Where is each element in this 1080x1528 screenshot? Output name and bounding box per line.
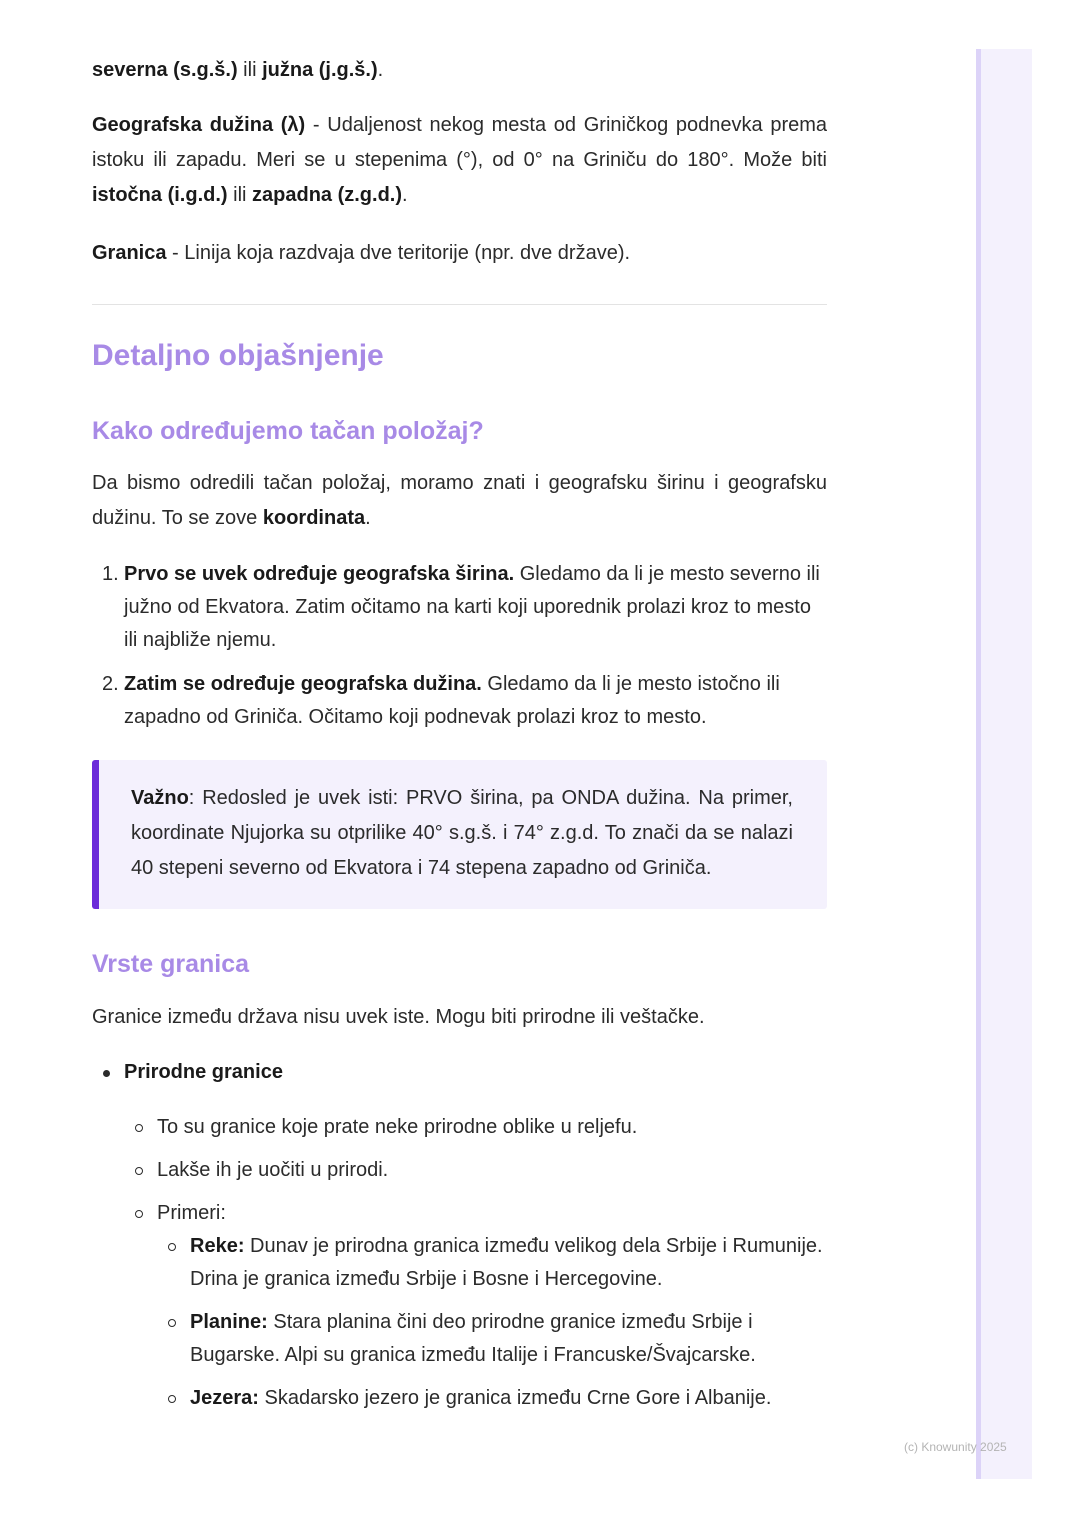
bold-text: Geografska dužina (λ) xyxy=(92,114,306,136)
circle-bullet-icon xyxy=(168,1395,176,1403)
text-run: Gledamo da li je mesto istočno ili zapadno od Griniča. Očitamo koji podnevak prolazi kroz to mesto. xyxy=(124,673,780,728)
list-item xyxy=(92,1056,827,1415)
text-run: : Redosled je uvek isti: PRVO širina, pa ONDA dužina. Na primer, koordinate Njujorka su otprilike 40° s.g.š. i 74° z.g.d. To znači da se nalazi 40 stepeni severno od Ekvatora i 74 stepena zapadno od Griniča. xyxy=(131,787,793,879)
step-text xyxy=(124,563,820,651)
text-run: Skadarsko jezero je granica između Crne Gore i Albanije. xyxy=(258,1387,772,1409)
text-run: . xyxy=(402,184,408,206)
examples-list xyxy=(157,1230,827,1415)
list-item xyxy=(92,668,827,734)
right-sidebar-strip xyxy=(976,49,1032,1479)
step-text xyxy=(124,673,780,728)
bold-text: Jezera: xyxy=(190,1387,259,1409)
bold-text: istočna (i.g.d.) xyxy=(92,184,228,206)
text-run: Da bismo odredili tačan položaj, moramo znati i geografsku širinu i geografsku dužinu. To se zove xyxy=(92,472,827,529)
section-title: Detaljno objašnjenje xyxy=(92,339,384,372)
text-run: . xyxy=(377,59,384,81)
copyright-footer: (c) Knowunity 2025 xyxy=(904,1440,1007,1454)
important-callout xyxy=(92,760,827,909)
callout-text xyxy=(131,781,793,886)
bold-text: Zatim se određuje geografska dužina. xyxy=(124,673,482,695)
subsection-title-position: Kako određujemo tačan položaj? xyxy=(92,417,484,445)
list-item xyxy=(157,1230,827,1296)
text-run: ili xyxy=(237,59,263,81)
border-definition xyxy=(92,236,630,271)
list-item xyxy=(157,1306,827,1372)
text-run: Stara planina čini deo prirodne granice između Srbije i Bugarske. Alpi su granica između Italije i Francuske/Švajcarske. xyxy=(190,1311,756,1366)
text-run: - Linija koja razdvaja dve teritorije (npr. dve države). xyxy=(166,242,631,264)
bold-text: Planine: xyxy=(190,1311,268,1333)
coordinates-intro xyxy=(92,466,827,536)
list-item-text: Lakše ih je uočiti u prirodi. xyxy=(157,1159,389,1181)
bold-text: Granica xyxy=(92,242,167,264)
text-run: . xyxy=(365,507,371,529)
bold-text: Važno xyxy=(131,787,189,809)
natural-borders-label: Prirodne granice xyxy=(124,1061,283,1083)
section-divider xyxy=(92,304,827,305)
circle-bullet-icon xyxy=(135,1124,143,1132)
natural-borders-sublist xyxy=(124,1111,827,1415)
list-item xyxy=(124,1111,827,1144)
example-text xyxy=(190,1235,823,1290)
borders-intro: Granice između država nisu uvek iste. Mogu biti prirodne ili veštačke. xyxy=(92,1006,705,1028)
example-text xyxy=(190,1387,771,1409)
step-number: 2. xyxy=(102,673,119,695)
list-item xyxy=(157,1382,827,1415)
text-run: ili xyxy=(227,184,253,206)
list-item-text: Primeri: xyxy=(157,1202,226,1224)
bold-text: južna (j.g.š.) xyxy=(262,59,378,81)
bold-text: koordinata xyxy=(262,507,366,529)
latitude-continuation xyxy=(92,53,383,88)
example-text xyxy=(190,1311,756,1366)
longitude-definition xyxy=(92,108,827,213)
text-run: Gledamo da li je mesto severno ili južno od Ekvatora. Zatim očitamo na karti koji uporednik prolazi kroz to mesto ili najbliže njemu. xyxy=(124,563,820,651)
bold-text: zapadna (z.g.d.) xyxy=(252,184,403,206)
text-run: - Udaljenost nekog mesta od Griničkog podnevka prema istoku ili zapadu. Meri se u stepenima (°), od 0° na Griniču do 180°. Može biti xyxy=(92,114,828,171)
subsection-title-borders: Vrste granica xyxy=(92,950,250,978)
border-types-list xyxy=(92,1056,827,1425)
circle-bullet-icon xyxy=(168,1243,176,1251)
bold-text: Prvo se uvek određuje geografska širina. xyxy=(124,563,515,585)
list-item xyxy=(124,1154,827,1187)
bold-text: severna (s.g.š.) xyxy=(92,59,238,81)
list-item-text: To su granice koje prate neke prirodne oblike u reljefu. xyxy=(157,1116,638,1138)
bullet-icon xyxy=(103,1070,110,1077)
text-run: Dunav je prirodna granica između velikog dela Srbije i Rumunije. Drina je granica između Srbije i Bosne i Hercegovine. xyxy=(190,1235,823,1290)
bold-text: Reke: xyxy=(190,1235,245,1257)
step-number: 1. xyxy=(102,563,119,585)
circle-bullet-icon xyxy=(168,1319,176,1327)
circle-bullet-icon xyxy=(135,1210,143,1218)
list-item xyxy=(124,1197,827,1415)
circle-bullet-icon xyxy=(135,1167,143,1175)
list-item xyxy=(92,558,827,657)
steps-list xyxy=(92,558,827,745)
